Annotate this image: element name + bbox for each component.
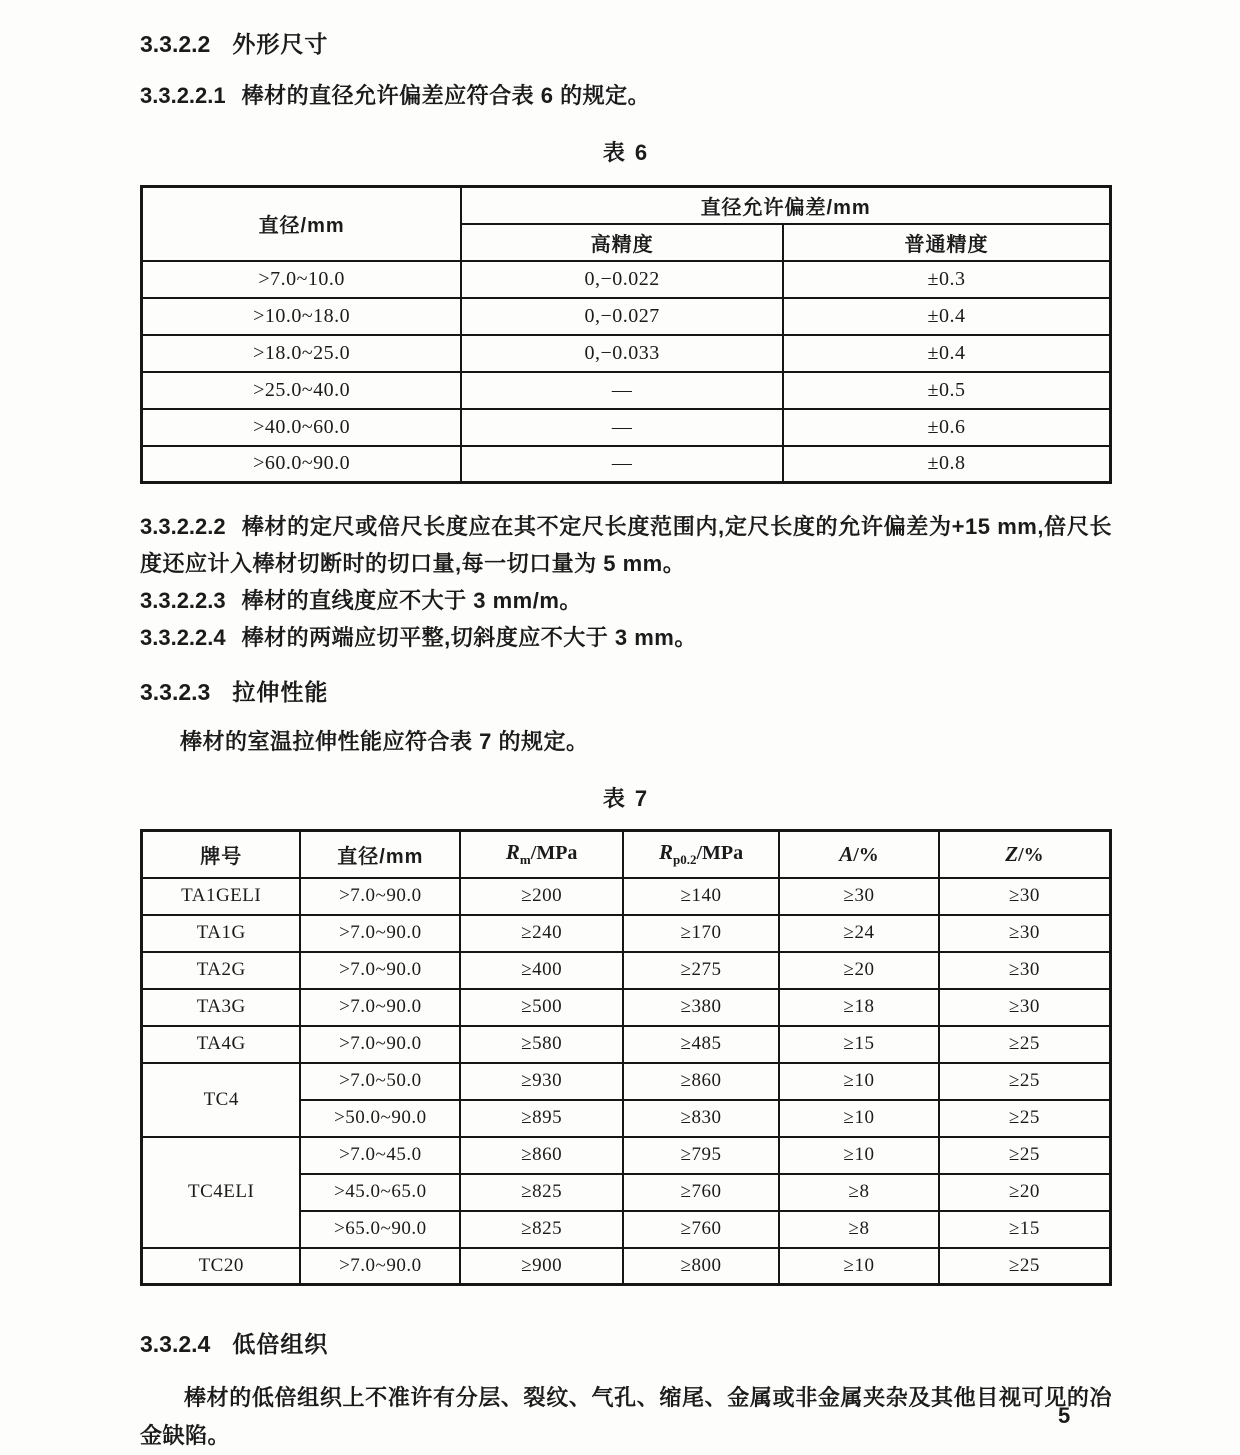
rm-cell: ≥825: [460, 1174, 623, 1211]
paragraph-tensile-intro: 棒材的室温拉伸性能应符合表 7 的规定。: [180, 729, 589, 754]
diameter-cell: >40.0~60.0: [142, 409, 462, 446]
diameter-cell: >7.0~90.0: [300, 989, 460, 1026]
high-precision-cell: —: [461, 409, 783, 446]
rp02-cell: ≥140: [623, 878, 779, 915]
grade-cell: TA1GELI: [142, 878, 301, 915]
elongation-column-header: [779, 831, 939, 878]
grade-column-header: 牌号: [142, 831, 301, 878]
high-precision-header: 高精度: [461, 224, 783, 261]
rp02-cell: ≥760: [623, 1174, 779, 1211]
table6-caption: 表 6: [602, 140, 650, 165]
table6-row: [142, 261, 1111, 298]
rm-cell: ≥400: [460, 952, 623, 989]
clause-3-3-2-2-1: [140, 77, 1112, 114]
reduction-cell: ≥25: [939, 1026, 1111, 1063]
reduction-cell: ≥25: [939, 1137, 1111, 1174]
normal-precision-cell: ±0.6: [783, 409, 1111, 446]
clause-number: 3.3.2.4: [140, 1331, 211, 1357]
reduction-cell: ≥30: [939, 952, 1111, 989]
table6-row: [142, 446, 1111, 483]
clause-text: 棒材的直线度应不大于 3 mm/m。: [241, 588, 582, 613]
diameter-cell: >7.0~50.0: [300, 1063, 460, 1100]
clause-text: 棒材的定尺或倍尺长度应在其不定尺长度范围内,定尺长度的允许偏差为+15 mm,倍尺长度还应计入棒材切断时的切口量,每一切口量为 5 mm。: [140, 514, 1112, 576]
tolerance-span-header: 直径允许偏差/mm: [461, 187, 1110, 224]
heading-3-3-2-2: [140, 26, 1112, 59]
diameter-cell: >7.0~90.0: [300, 952, 460, 989]
diameter-cell: >7.0~90.0: [300, 915, 460, 952]
rp02-cell: ≥275: [623, 952, 779, 989]
normal-precision-cell: ±0.8: [783, 446, 1111, 483]
elongation-cell: ≥8: [779, 1174, 939, 1211]
table-7-tensile-properties: [140, 829, 1112, 1286]
high-precision-cell: 0,−0.033: [461, 335, 783, 372]
rp02-cell: ≥170: [623, 915, 779, 952]
table7-row: [142, 915, 1111, 952]
rm-subscript: m: [519, 852, 531, 868]
grade-cell: TC4: [142, 1063, 301, 1137]
grade-cell: TA1G: [142, 915, 301, 952]
rm-symbol: R: [505, 840, 520, 865]
rp02-column-header: [623, 831, 779, 878]
reduction-cell: ≥30: [939, 878, 1111, 915]
table6-header-row-1: [142, 187, 1111, 224]
rm-cell: ≥895: [460, 1100, 623, 1137]
clause-number: 3.3.2.3: [140, 679, 211, 705]
rp02-symbol: R: [658, 840, 673, 865]
elongation-cell: ≥10: [779, 1100, 939, 1137]
clause-3-3-2-2-3: [140, 582, 1112, 619]
reduction-cell: ≥25: [939, 1100, 1111, 1137]
high-precision-cell: 0,−0.022: [461, 261, 783, 298]
rp02-cell: ≥860: [623, 1063, 779, 1100]
reduction-cell: ≥30: [939, 915, 1111, 952]
diameter-column-header: 直径/mm: [142, 187, 462, 261]
table-6-diameter-tolerance: [140, 185, 1112, 484]
rm-cell: ≥860: [460, 1137, 623, 1174]
elongation-cell: ≥30: [779, 878, 939, 915]
diameter-cell: >18.0~25.0: [142, 335, 462, 372]
diameter-cell: >7.0~45.0: [300, 1137, 460, 1174]
grade-cell: TC4ELI: [142, 1137, 301, 1248]
table7-row: [142, 989, 1111, 1026]
rm-cell: ≥900: [460, 1248, 623, 1285]
rm-cell: ≥500: [460, 989, 623, 1026]
paragraph-macrostructure: 棒材的低倍组织上不准许有分层、裂纹、气孔、缩尾、金属或非金属夹杂及其他目视可见的冶金缺陷。: [140, 1385, 1112, 1448]
rp02-unit: /MPa: [696, 842, 744, 865]
heading-3-3-2-4: [140, 1326, 1112, 1359]
diameter-cell: >25.0~40.0: [142, 372, 462, 409]
elongation-cell: ≥18: [779, 989, 939, 1026]
elongation-cell: ≥10: [779, 1063, 939, 1100]
rp02-cell: ≥795: [623, 1137, 779, 1174]
clause-title: 拉伸性能: [232, 679, 329, 705]
clause-number: 3.3.2.2.3: [140, 588, 226, 613]
normal-precision-cell: ±0.4: [783, 298, 1111, 335]
rp02-cell: ≥485: [623, 1026, 779, 1063]
clause-number: 3.3.2.2.2: [140, 514, 226, 539]
table7-row: [142, 878, 1111, 915]
clause-number: 3.3.2.2: [140, 31, 211, 57]
diameter-cell: >65.0~90.0: [300, 1211, 460, 1248]
clause-text: 棒材的直径允许偏差应符合表 6 的规定。: [241, 83, 651, 108]
clause-text: 棒材的两端应切平整,切斜度应不大于 3 mm。: [241, 625, 697, 650]
table7-row: [142, 1026, 1111, 1063]
rp02-cell: ≥830: [623, 1100, 779, 1137]
diameter-cell: >60.0~90.0: [142, 446, 462, 483]
table7-row: [142, 1137, 1111, 1174]
diameter-cell: >10.0~18.0: [142, 298, 462, 335]
rm-unit: /MPa: [530, 842, 578, 865]
rm-column-header: [460, 831, 623, 878]
table6-row: [142, 372, 1111, 409]
clause-3-3-2-2-2: [140, 508, 1112, 582]
elongation-cell: ≥10: [779, 1248, 939, 1285]
high-precision-cell: —: [461, 372, 783, 409]
high-precision-cell: —: [461, 446, 783, 483]
rp02-cell: ≥800: [623, 1248, 779, 1285]
diameter-column-header: 直径/mm: [300, 831, 460, 878]
table7-row: [142, 1063, 1111, 1100]
grade-cell: TC20: [142, 1248, 301, 1285]
diameter-cell: >7.0~90.0: [300, 1248, 460, 1285]
rm-cell: ≥825: [460, 1211, 623, 1248]
rm-cell: ≥200: [460, 878, 623, 915]
high-precision-cell: 0,−0.027: [461, 298, 783, 335]
diameter-cell: >7.0~10.0: [142, 261, 462, 298]
reduction-cell: ≥15: [939, 1211, 1111, 1248]
rp02-cell: ≥760: [623, 1211, 779, 1248]
elongation-cell: ≥8: [779, 1211, 939, 1248]
clause-3-3-2-2-4: [140, 619, 1112, 656]
clause-title: 低倍组织: [232, 1331, 329, 1357]
grade-cell: TA3G: [142, 989, 301, 1026]
normal-precision-header: 普通精度: [783, 224, 1111, 261]
z-symbol: Z: [1005, 841, 1019, 866]
rm-cell: ≥930: [460, 1063, 623, 1100]
table7-caption: 表 7: [602, 786, 650, 811]
normal-precision-cell: ±0.4: [783, 335, 1111, 372]
rm-cell: ≥240: [460, 915, 623, 952]
clause-title: 外形尺寸: [232, 31, 329, 57]
table6-row: [142, 409, 1111, 446]
rm-cell: ≥580: [460, 1026, 623, 1063]
reduction-cell: ≥25: [939, 1063, 1111, 1100]
elongation-cell: ≥15: [779, 1026, 939, 1063]
clause-number: 3.3.2.2.4: [140, 625, 226, 650]
elongation-cell: ≥10: [779, 1137, 939, 1174]
diameter-cell: >7.0~90.0: [300, 1026, 460, 1063]
table6-row: [142, 298, 1111, 335]
reduction-cell: ≥20: [939, 1174, 1111, 1211]
elongation-cell: ≥20: [779, 952, 939, 989]
reduction-cell: ≥25: [939, 1248, 1111, 1285]
table7-row: [142, 1248, 1111, 1285]
z-unit: /%: [1018, 843, 1044, 866]
clause-number: 3.3.2.2.1: [140, 83, 226, 108]
rp02-subscript: p0.2: [673, 852, 697, 868]
a-unit: /%: [853, 843, 879, 866]
elongation-cell: ≥24: [779, 915, 939, 952]
page-number: 5: [1058, 1403, 1071, 1428]
diameter-cell: >50.0~90.0: [300, 1100, 460, 1137]
a-symbol: A: [839, 841, 854, 866]
table7-header-row: [142, 831, 1111, 878]
rp02-cell: ≥380: [623, 989, 779, 1026]
reduction-cell: ≥30: [939, 989, 1111, 1026]
table6-row: [142, 335, 1111, 372]
normal-precision-cell: ±0.5: [783, 372, 1111, 409]
table7-row: [142, 952, 1111, 989]
diameter-cell: >45.0~65.0: [300, 1174, 460, 1211]
normal-precision-cell: ±0.3: [783, 261, 1111, 298]
heading-3-3-2-3: [140, 674, 1112, 707]
grade-cell: TA4G: [142, 1026, 301, 1063]
reduction-column-header: [939, 831, 1111, 878]
grade-cell: TA2G: [142, 952, 301, 989]
diameter-cell: >7.0~90.0: [300, 878, 460, 915]
